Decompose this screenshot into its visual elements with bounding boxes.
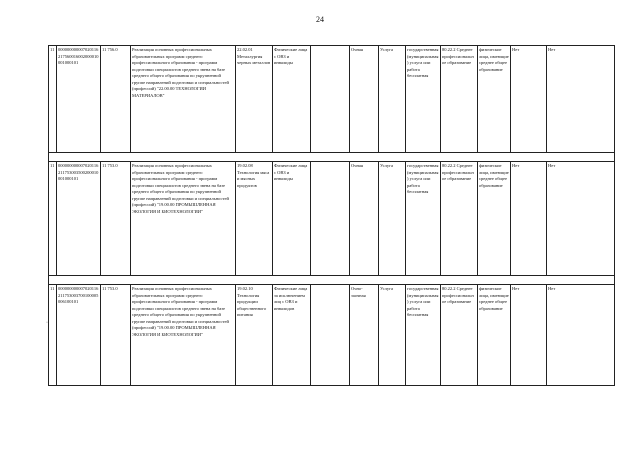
service-number: 11 753.0 — [101, 285, 131, 386]
payment-type: государственная (муниципальная) услуга или работа бесплатная — [406, 285, 441, 386]
table-row — [49, 162, 615, 276]
flag-1: Нет — [511, 46, 547, 153]
gap-cell — [49, 276, 615, 285]
registry-code: 000000000007020116211753003500200010001000101 — [57, 162, 101, 276]
program-description: Реализация основных профессиональных образовательных программ среднего профессионального образования - программ подготовки специалистов среднего звена на базе среднего общего образования по укрупненной группе направлений подготовки и специальностей (профессий) "22.00.00 ТЕХНОЛОГИИ МАТЕРИАЛОВ" — [131, 46, 236, 153]
consumer-requirement: физические лица, имеющие среднее общее образование — [478, 162, 511, 276]
empty-cell — [311, 46, 350, 153]
education-level: 80.22.2 Среднее профессиональное образование — [441, 46, 478, 153]
page-number: 24 — [316, 15, 324, 24]
payment-type: государственная (муниципальная) услуга или работа бесплатная — [406, 46, 441, 153]
empty-cell — [311, 162, 350, 276]
registry-code: 000000000007020116217560016002000010001000101 — [57, 46, 101, 153]
service-number: 11 753.0 — [101, 162, 131, 276]
program-description: Реализация основных профессиональных образовательных программ среднего профессионального образования - программ подготовки специалистов среднего звена на базе среднего общего образования по укрупненной группе направлений подготовки и специальностей (профессий) "19.00.00 ПРОМЫШЛЕННАЯ ЭКОЛОГИЯ И БИОТЕХНОЛОГИИ" — [131, 162, 236, 276]
education-level: 80.22.2 Среднее профессиональное образование — [441, 285, 478, 386]
table-row — [49, 46, 615, 153]
flag-1: Нет — [511, 285, 547, 386]
table-row — [49, 285, 615, 386]
row-gap — [49, 153, 615, 162]
study-form: Очная — [350, 46, 379, 153]
consumer-category: Физические лица за исключением лиц с ОВЗ и инвалидов — [273, 285, 311, 386]
row-index: 11 — [49, 285, 57, 386]
service-type: Услуга — [379, 285, 406, 386]
services-table — [48, 45, 615, 386]
study-form: Очная — [350, 162, 379, 276]
service-type: Услуга — [379, 162, 406, 276]
gap-cell — [49, 153, 615, 162]
consumer-category: Физические лица с ОВЗ и инвалиды — [273, 162, 311, 276]
consumer-requirement: физические лица, имеющие среднее общее образование — [478, 46, 511, 153]
scan-speck: · — [46, 320, 48, 326]
flag-2: Нет — [547, 162, 615, 276]
payment-type: государственная (муниципальная) услуга или работа бесплатная — [406, 162, 441, 276]
specialty: 19.02.08 Технология мяса и мясных продуктов — [236, 162, 273, 276]
study-form: Очно-заочная — [350, 285, 379, 386]
consumer-category: Физические лица с ОВЗ и инвалиды — [273, 46, 311, 153]
row-index: 11 — [49, 162, 57, 276]
specialty: 19.02.10 Технология продукции общественного питания — [236, 285, 273, 386]
program-description: Реализация основных профессиональных образовательных программ среднего профессионального образования - программ подготовки специалистов среднего звена на базе среднего общего образования по укрупненной группе направлений подготовки и специальностей (профессий) "19.00.00 ПРОМЫШЛЕННАЯ ЭКОЛОГИЯ И БИОТЕХНОЛОГИИ" — [131, 285, 236, 386]
education-level: 80.22.2 Среднее профессиональное образование — [441, 162, 478, 276]
registry-code: 000000000007020116211753003700100005006100101 — [57, 285, 101, 386]
specialty: 22.02.01 Металлургия черных металлов — [236, 46, 273, 153]
service-number: 11 756.0 — [101, 46, 131, 153]
flag-2: Нет — [547, 285, 615, 386]
flag-2: Нет — [547, 46, 615, 153]
consumer-requirement: физические лица, имеющие среднее общее образование — [478, 285, 511, 386]
service-type: Услуга — [379, 46, 406, 153]
row-gap — [49, 276, 615, 285]
row-index: 11 — [49, 46, 57, 153]
flag-1: Нет — [511, 162, 547, 276]
empty-cell — [311, 285, 350, 386]
